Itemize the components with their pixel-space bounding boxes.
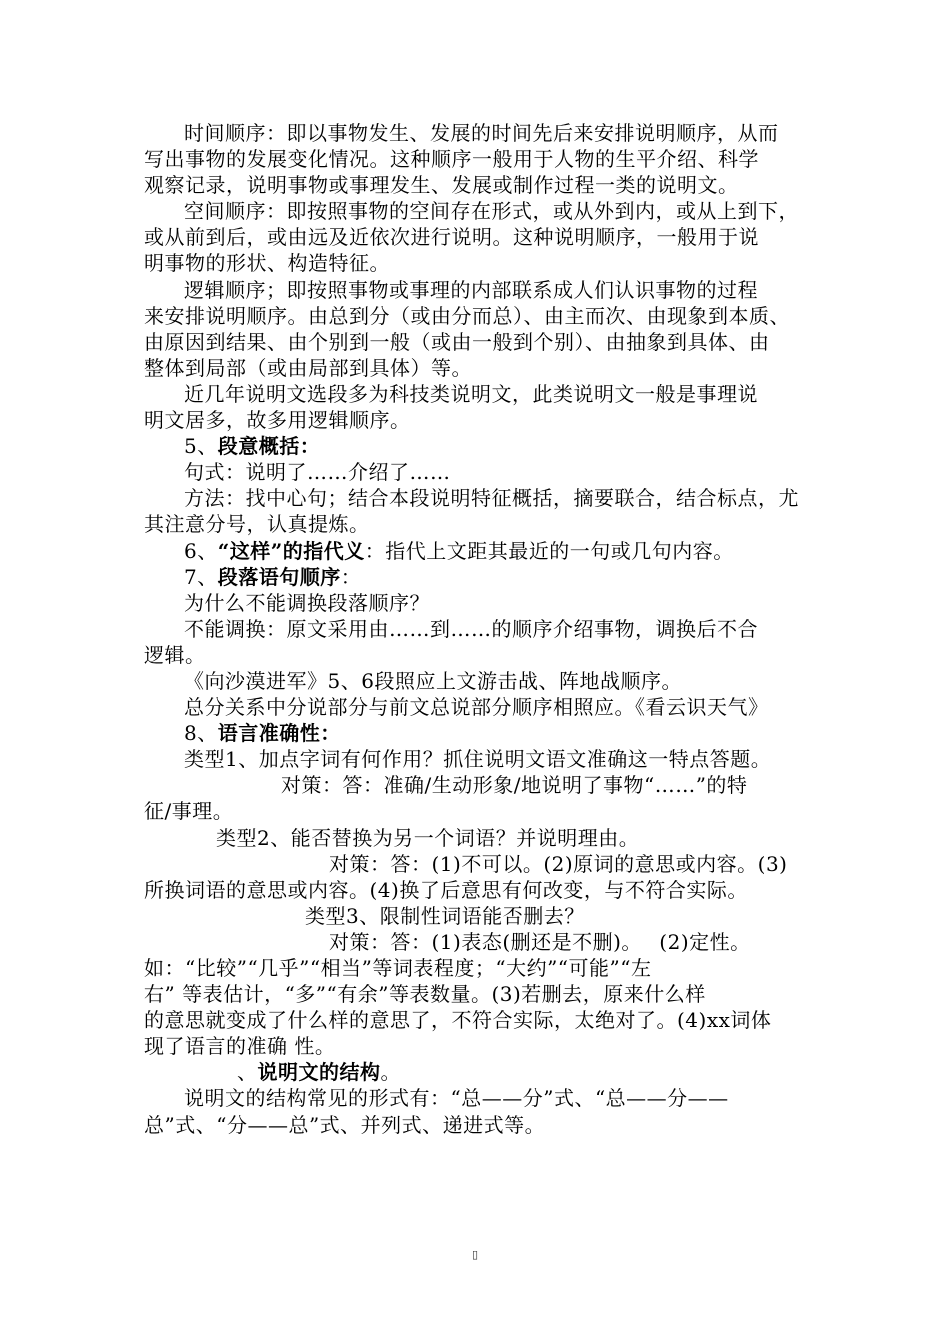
text-line: 明文居多，故多用逻辑顺序。 (144, 408, 411, 433)
section-number: 8、 (184, 721, 218, 746)
text-line: 或从前到后，或由远及近依次进行说明。这种说明顺序，一般用于说 (144, 225, 759, 250)
text-line: 不能调换：原文采用由……到……的顺序介绍事物，调换后不合 (184, 616, 758, 641)
text-line: 近几年说明文选段多为科技类说明文，此类说明文一般是事理说 (184, 381, 758, 406)
section-heading-structure (144, 1059, 809, 1085)
section-heading-7 (144, 564, 809, 590)
section-title: 段落语句顺序 (217, 564, 341, 589)
text-line: 类型2、能否替换为另一个词语？并说明理由。 (216, 825, 640, 850)
text-line: 由原因到结果、由个别到一般（或由一般到个别）、由抽象到具体、由 (144, 329, 770, 354)
text-line: 总”式、“分——总”式、并列式、递进式等。 (144, 1112, 546, 1137)
page-footer-mark: ▯ (471, 1248, 479, 1261)
section-colon: ： (320, 721, 341, 746)
text-line: 为什么不能调换段落顺序？ (184, 590, 430, 615)
text-line: 对策：答：(1)表态(删还是不删)。 (2)定性。 (329, 929, 751, 954)
text-line: 空间顺序：即按照事物的空间存在形式，或从外到内，或从上到下， (184, 199, 799, 224)
text-line: 《向沙漠进军》5、6段照应上文游击战、阵地战顺序。 (184, 668, 682, 693)
text-line: 方法：找中心句；结合本段说明特征概括，摘要联合，结合标点，尤 (184, 486, 799, 511)
text-line: 明事物的形状、构造特征。 (144, 251, 390, 276)
text-line: 对策：答：准确/生动形象/地说明了事物“……”的特 (281, 773, 748, 798)
document-body (144, 120, 809, 1138)
section-number: 7、 (184, 564, 218, 589)
section-text: ：指代上文距其最近的一句或几句内容。 (364, 538, 734, 563)
text-line: 如：“比较”“几乎”“相当”等词表程度；“大约”“可能”“左 (144, 956, 652, 980)
section-number: 6、 (184, 538, 218, 563)
text-line: 类型1、加点字词有何作用？抓住说明文语文准确这一特点答题。 (184, 747, 772, 772)
section-heading-8 (144, 720, 809, 746)
text-line: 逻辑。 (144, 642, 206, 667)
section-colon: ： (299, 434, 321, 459)
text-line: 来安排说明顺序。由总到分（或由分而总）、由主而次、由现象到本质、 (144, 303, 790, 328)
text-line: 类型3、限制性词语能否删去？ (305, 903, 585, 928)
text-line: 的意思就变成了什么样的意思了，不符合实际，太绝对了。(4)xx词体 (144, 1008, 772, 1033)
text-line: 观察记录，说明事物或事理发生、发展或制作过程一类的说明文。 (144, 173, 739, 198)
section-title: 段意概括 (217, 434, 300, 459)
text-line: 其注意分号，认真提炼。 (144, 512, 370, 537)
section-number: 、 (237, 1060, 258, 1085)
text-line: 征/事理。 (144, 799, 234, 824)
text-line: 时间顺序：即以事物发生、发展的时间先后来安排说明顺序，从而 (184, 121, 779, 145)
section-number: 5、 (184, 434, 218, 459)
section-colon: ： (340, 564, 362, 589)
section-period: 。 (380, 1060, 401, 1085)
section-title: “这样”的指代义 (217, 538, 365, 563)
text-line: 所换词语的意思或内容。(4)换了后意思有何改变，与不符合实际。 (144, 877, 748, 902)
text-line: 说明文的结构常见的形式有：“总——分”式、“总——分—— (184, 1086, 729, 1111)
text-line: 总分关系中分说部分与前文总说部分顺序相照应。《看云识天气》 (184, 695, 769, 720)
text-line: 现了语言的准确 性。 (144, 1034, 336, 1059)
text-line: 对策：答：(1)不可以。(2)原词的意思或内容。(3) (329, 851, 788, 876)
text-line: 整体到局部（或由局部到具体）等。 (144, 355, 472, 380)
text-line: 写出事物的发展变化情况。这种顺序一般用于人物的生平介绍、科学 (144, 147, 759, 172)
text-line: 句式：说明了……介绍了…… (184, 460, 451, 485)
section-title: 语言准确性 (217, 721, 321, 746)
section-title: 说明文的结构 (257, 1060, 381, 1085)
text-line: 右” 等表估计，“多”“有余”等表数量。(3)若删去，原来什么样 (144, 982, 706, 1007)
text-line: 逻辑顺序；即按照事物或事理的内部联系成人们认识事物的过程 (184, 277, 758, 302)
section-heading-6 (144, 538, 809, 564)
section-heading-5 (144, 433, 809, 459)
